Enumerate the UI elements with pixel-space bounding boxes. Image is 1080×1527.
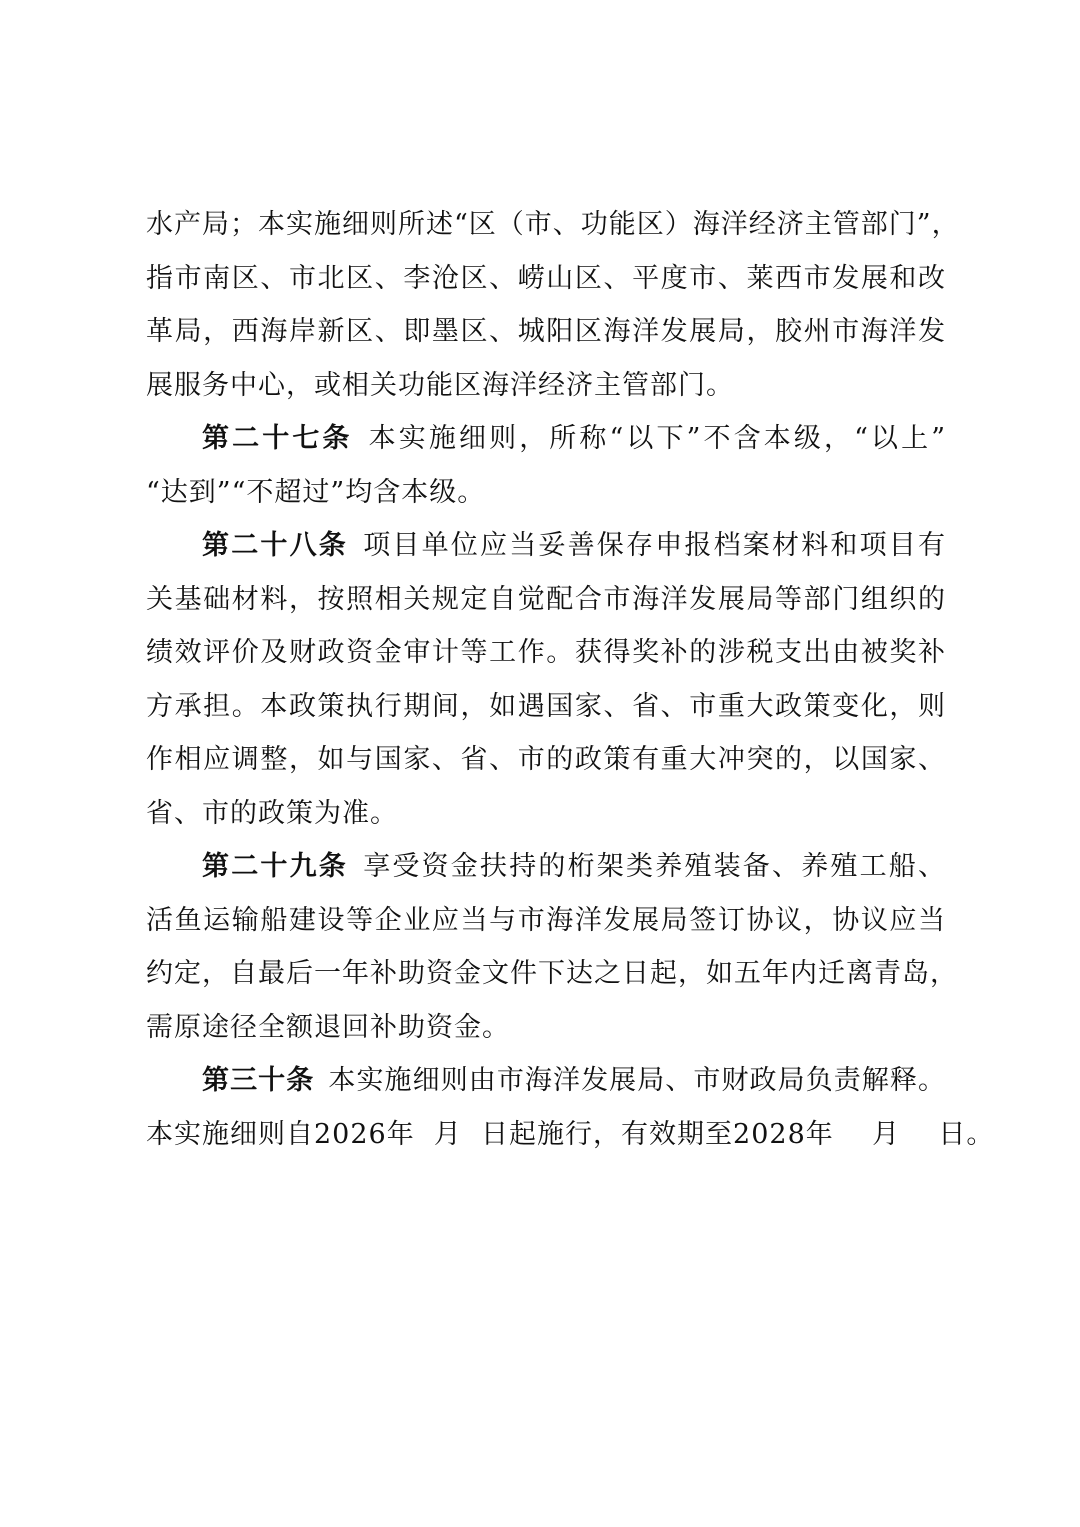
- article-29-number: 第二十九条: [202, 851, 348, 882]
- article-27-text: 本实施细则，所称“以下”不含本级，“以上”: [366, 423, 947, 454]
- article-30-text: 本实施细则由市海洋发展局、市财政局负责解释。: [328, 1065, 947, 1096]
- article-27-first-line: [146, 412, 946, 466]
- document-body: [146, 198, 995, 1161]
- text-line: 活鱼运输船建设等企业应当与市海洋发展局签订协议，协议应当: [146, 904, 946, 936]
- text-line: 约定，自最后一年补助资金文件下达之日起，如五年内迁离青岛，: [146, 958, 958, 989]
- article-29-text: 享受资金扶持的桁架类养殖装备、养殖工船、: [362, 851, 946, 882]
- text-line: 方承担。本政策执行期间，如遇国家、省、市重大政策变化，则: [146, 690, 946, 722]
- article-28-first-line: [146, 519, 946, 573]
- text-line: 本实施细则自2026年 月 日起施行，有效期至2028年 月 日。: [146, 1118, 995, 1150]
- text-line: 省、市的政策为准。: [146, 797, 398, 829]
- article-30-first-line: [146, 1054, 946, 1108]
- text-line: 水产局；本实施细则所述“区（市、功能区）海洋经济主管部门”，: [146, 209, 960, 240]
- text-line: 作相应调整，如与国家、省、市的政策有重大冲突的，以国家、: [146, 744, 946, 775]
- article-30-number: 第三十条: [202, 1065, 315, 1096]
- text-line: 需原途径全额退回补助资金。: [146, 1011, 510, 1043]
- text-line: 展服务中心，或相关功能区海洋经济主管部门。: [146, 369, 734, 401]
- text-line: “达到”“不超过”均含本级。: [146, 476, 486, 508]
- text-line: 指市南区、市北区、李沧区、崂山区、平度市、莱西市发展和改: [146, 262, 946, 294]
- article-28-text: 项目单位应当妥善保存申报档案材料和项目有: [362, 530, 946, 561]
- article-27-number: 第二十七条: [202, 423, 353, 454]
- article-29-first-line: [146, 840, 946, 894]
- article-28-number: 第二十八条: [202, 530, 348, 561]
- text-line: 绩效评价及财政资金审计等工作。获得奖补的涉税支出由被奖补: [146, 637, 946, 668]
- text-line: 革局，西海岸新区、即墨区、城阳区海洋发展局，胶州市海洋发: [146, 316, 946, 347]
- text-line: 关基础材料，按照相关规定自觉配合市海洋发展局等部门组织的: [146, 583, 946, 615]
